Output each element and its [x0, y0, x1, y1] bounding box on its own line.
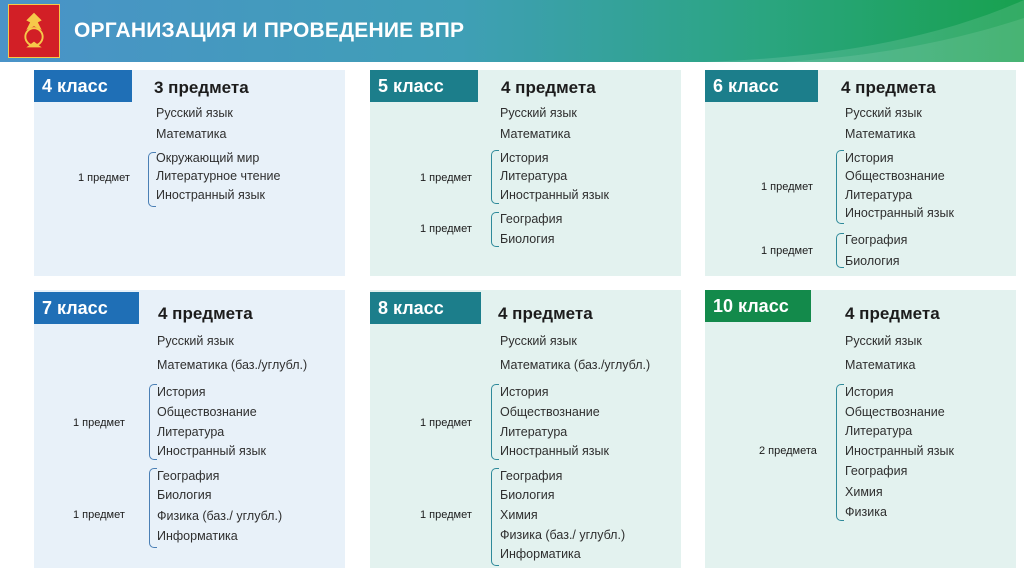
- choice-bracket: [836, 150, 844, 224]
- optional-subject: Окружающий мир: [156, 151, 260, 165]
- required-subject: Математика: [845, 358, 916, 372]
- coat-of-arms-icon: [8, 4, 60, 58]
- card-grade-7: [34, 290, 345, 568]
- grade-badge: 8 класс: [370, 292, 481, 324]
- required-subject: Русский язык: [500, 334, 577, 348]
- required-subject: Математика (баз./углубл.): [157, 358, 308, 372]
- subject-count: 4 предмета: [498, 304, 593, 323]
- optional-subject: Литература: [500, 425, 568, 439]
- optional-subject: Обществознание: [845, 405, 945, 419]
- optional-subject: Химия: [845, 485, 883, 499]
- optional-subject: География: [157, 469, 220, 483]
- optional-subject: Литература: [500, 169, 568, 183]
- choice-bracket: [491, 468, 499, 566]
- optional-subject: Биология: [845, 254, 900, 268]
- grade-badge: 10 класс: [705, 290, 811, 322]
- optional-subject: Литература: [845, 424, 913, 438]
- required-subject: Русский язык: [500, 106, 577, 120]
- optional-subject: Биология: [500, 232, 555, 246]
- grade-badge: 5 класс: [370, 70, 478, 102]
- header-banner: [0, 0, 1024, 62]
- required-subject: Русский язык: [157, 334, 234, 348]
- optional-subject: Биология: [157, 488, 212, 502]
- required-subject: Математика: [156, 127, 227, 141]
- choice-group-label: 1 предмет: [420, 223, 472, 235]
- required-subject: Русский язык: [845, 334, 922, 348]
- choice-bracket: [836, 384, 844, 521]
- required-subject: Русский язык: [845, 106, 922, 120]
- subject-count: 3 предмета: [154, 78, 249, 97]
- choice-bracket: [491, 150, 499, 204]
- optional-subject: Литературное чтение: [156, 169, 281, 183]
- grade-badge: 4 класс: [34, 70, 132, 102]
- optional-subject: Иностранный язык: [500, 188, 609, 202]
- optional-subject: Обществознание: [157, 405, 257, 419]
- optional-subject: Физика (баз./ углубл.): [157, 509, 283, 523]
- choice-group-label: 1 предмет: [420, 417, 472, 429]
- optional-subject: Иностранный язык: [157, 444, 266, 458]
- choice-bracket: [149, 468, 157, 548]
- choice-group-label: 2 предмета: [759, 445, 817, 457]
- optional-subject: Химия: [500, 508, 538, 522]
- optional-subject: История: [500, 385, 549, 399]
- optional-subject: Физика (баз./ углубл.): [500, 528, 626, 542]
- card-grade-10: [705, 290, 1016, 568]
- subject-count: 4 предмета: [501, 78, 596, 97]
- subject-count: 4 предмета: [158, 304, 253, 323]
- required-subject: Математика: [500, 127, 571, 141]
- optional-subject: Обществознание: [500, 405, 600, 419]
- optional-subject: География: [500, 469, 563, 483]
- optional-subject: География: [500, 212, 563, 226]
- optional-subject: Информатика: [500, 547, 581, 561]
- optional-subject: История: [500, 151, 549, 165]
- choice-group-label: 1 предмет: [761, 245, 813, 257]
- subject-count: 4 предмета: [841, 78, 936, 97]
- card-grade-8: [370, 290, 681, 568]
- optional-subject: Биология: [500, 488, 555, 502]
- optional-subject: История: [845, 151, 894, 165]
- required-subject: Русский язык: [156, 106, 233, 120]
- grade-badge: 6 класс: [705, 70, 818, 102]
- subject-count: 4 предмета: [845, 304, 940, 323]
- optional-subject: История: [157, 385, 206, 399]
- choice-bracket: [149, 384, 157, 460]
- required-subject: Математика: [845, 127, 916, 141]
- optional-subject: Физика: [845, 505, 887, 519]
- optional-subject: Иностранный язык: [156, 188, 265, 202]
- optional-subject: История: [845, 385, 894, 399]
- optional-subject: Обществознание: [845, 169, 945, 183]
- choice-bracket: [491, 212, 499, 247]
- choice-group-label: 1 предмет: [420, 172, 472, 184]
- required-subject: Математика (баз./углубл.): [500, 358, 651, 372]
- optional-subject: Литература: [845, 188, 913, 202]
- choice-bracket: [491, 384, 499, 460]
- optional-subject: Информатика: [157, 529, 238, 543]
- card-grade-4: [34, 70, 345, 276]
- card-grade-5: [370, 70, 681, 276]
- card-grade-6: [705, 70, 1016, 276]
- optional-subject: География: [845, 233, 908, 247]
- choice-group-label: 1 предмет: [73, 509, 125, 521]
- grade-badge: 7 класс: [34, 292, 139, 324]
- choice-bracket: [836, 233, 844, 268]
- page-title: ОРГАНИЗАЦИЯ И ПРОВЕДЕНИЕ ВПР: [74, 19, 465, 42]
- choice-group-label: 1 предмет: [78, 172, 130, 184]
- header-decoration: [704, 0, 1024, 62]
- optional-subject: Иностранный язык: [500, 444, 609, 458]
- choice-group-label: 1 предмет: [420, 509, 472, 521]
- optional-subject: Иностранный язык: [845, 444, 954, 458]
- choice-bracket: [148, 152, 156, 207]
- optional-subject: География: [845, 464, 908, 478]
- optional-subject: Иностранный язык: [845, 206, 954, 220]
- optional-subject: Литература: [157, 425, 225, 439]
- choice-group-label: 1 предмет: [761, 181, 813, 193]
- choice-group-label: 1 предмет: [73, 417, 125, 429]
